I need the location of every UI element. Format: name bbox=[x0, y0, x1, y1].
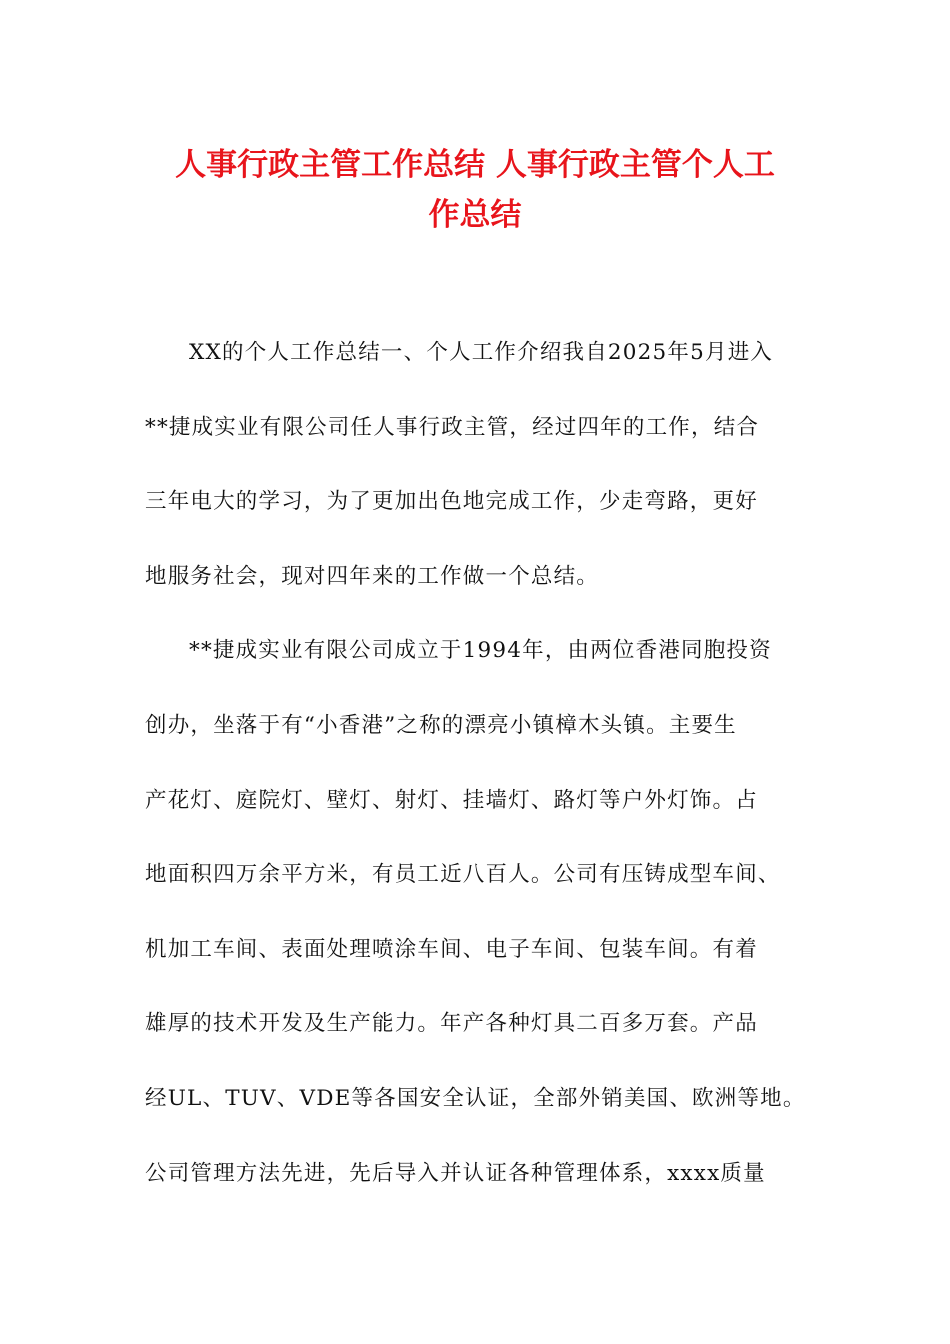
title-line-2: 作总结 bbox=[428, 197, 522, 233]
paragraph-2-line-2: 创办，坐落于有“小香港”之称的漂亮小镇樟木头镇。主要生 bbox=[145, 712, 737, 738]
title-line-1: 人事行政主管工作总结 人事行政主管个人工 bbox=[175, 147, 775, 183]
document-body bbox=[145, 316, 815, 1211]
paragraph-1-line-1: XX的个人工作总结一、个人工作介绍我自2025年5月进入 bbox=[189, 340, 774, 365]
paragraph-2-line-5: 机加工车间、表面处理喷涂车间、电子车间、包装车间。有着 bbox=[145, 936, 758, 962]
paragraph-1-line-4: 地服务社会，现对四年来的工作做一个总结。 bbox=[145, 563, 600, 589]
paragraph-1-line-2: **捷成实业有限公司任人事行政主管，经过四年的工作，结合 bbox=[145, 414, 760, 440]
paragraph-2-line-1: **捷成实业有限公司成立于1994年，由两位香港同胞投资 bbox=[189, 638, 772, 664]
paragraph-2-line-3: 产花灯、庭院灯、壁灯、射灯、挂墙灯、路灯等户外灯饰。占 bbox=[145, 787, 758, 813]
document-title bbox=[120, 140, 830, 240]
paragraph-2-line-4: 地面积四万余平方米，有员工近八百人。公司有压铸成型车间、 bbox=[145, 862, 781, 888]
paragraph-2-line-8: 公司管理方法先进，先后导入并认证各种管理体系，xxxx质量 bbox=[145, 1160, 766, 1186]
paragraph-2-line-6: 雄厚的技术开发及生产能力。年产各种灯具二百多万套。产品 bbox=[145, 1011, 758, 1037]
paragraph-2-line-7: 经UL、TUV、VDE等各国安全认证，全部外销美国、欧洲等地。 bbox=[145, 1085, 806, 1111]
paragraph-1-line-3: 三年电大的学习，为了更加出色地完成工作，少走弯路，更好 bbox=[145, 489, 758, 515]
